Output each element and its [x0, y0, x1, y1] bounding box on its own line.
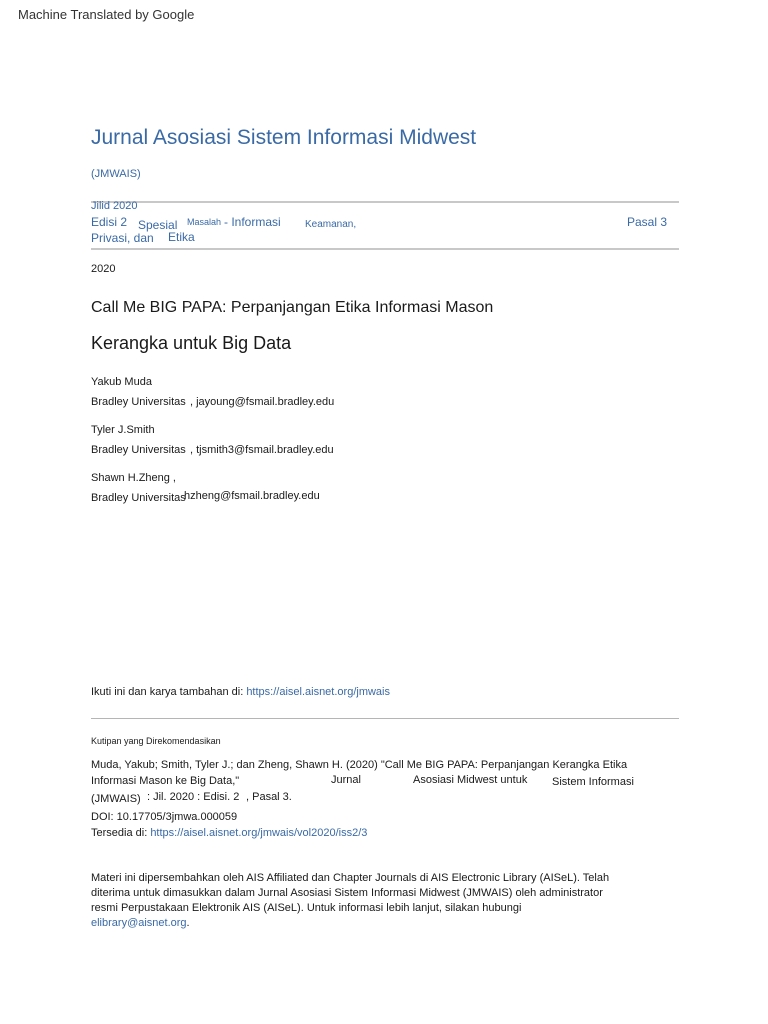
available-link[interactable]: https://aisel.aisnet.org/jmwais/vol2020/iss2/3 [150, 827, 368, 839]
notice-line1: Materi ini dipersembahkan oleh AIS Affiliated dan Chapter Journals di AIS Electronic Library (AISeL). Telah [91, 872, 610, 884]
journal-title[interactable]: Jurnal Asosiasi Sistem Informasi Midwest [91, 126, 477, 149]
citation-available [91, 827, 367, 839]
author-name: Yakub Muda [91, 376, 152, 388]
citation-doi: DOI: 10.17705/3jmwa.000059 [91, 811, 238, 823]
article-title-line1: Call Me BIG PAPA: Perpanjangan Etika Informasi Mason [91, 299, 494, 316]
issue-edition[interactable]: Edisi 2 [91, 215, 128, 229]
author-email: , jayoung@fsmail.bradley.edu [190, 396, 335, 408]
author-email: , tjsmith3@fsmail.bradley.edu [190, 444, 334, 456]
issue-volume[interactable]: Jilid 2020 [91, 200, 138, 212]
issue-article[interactable]: Pasal 3 [627, 215, 668, 229]
author-email: hzheng@fsmail.bradley.edu [184, 490, 320, 502]
citation-line3-volume: : Jil. 2020 : Edisi. 2 [147, 791, 240, 803]
notice-period: . [186, 917, 190, 929]
citation-line3-article: , Pasal 3. [246, 791, 292, 803]
journal-abbrev[interactable]: (JMWAIS) [91, 168, 141, 180]
machine-translated-banner: Machine Translated by Google [18, 7, 195, 22]
citation-line2-a: Informasi Mason ke Big Data," [91, 775, 240, 787]
follow-text: Ikuti ini dan karya tambahan di: [91, 686, 247, 698]
issue-informasi[interactable]: - Informasi [224, 215, 281, 229]
author-affiliation: Bradley Universitas [91, 396, 186, 408]
issue-masalah[interactable]: Masalah [187, 217, 222, 227]
issue-year: 2020 [91, 263, 116, 275]
article-title-line2: Kerangka untuk Big Data [91, 333, 292, 353]
issue-special[interactable]: Spesial [138, 218, 178, 232]
citation-line2-journal: Jurnal [331, 774, 361, 786]
citation-line3-abbrev: (JMWAIS) [91, 793, 141, 805]
notice-line2: diterima untuk dimasukkan dalam Jurnal Asosiasi Sistem Informasi Midwest (JMWAIS) oleh administrator [91, 887, 603, 899]
header-rule-top [91, 201, 679, 203]
author-affiliation: Bradley Universitas [91, 492, 186, 504]
citation-heading: Kutipan yang Direkomendasikan [91, 736, 221, 746]
citation-line1: Muda, Yakub; Smith, Tyler J.; dan Zheng, Shawn H. (2020) "Call Me BIG PAPA: Perpanjangan Kerangka Etika [91, 759, 628, 771]
citation-line2-association: Asosiasi Midwest untuk [413, 774, 528, 786]
author-affiliation: Bradley Universitas [91, 444, 186, 456]
follow-line [91, 686, 390, 698]
issue-keamanan[interactable]: Keamanan, [305, 219, 357, 230]
author-name: Tyler J.Smith [91, 424, 155, 436]
follow-link[interactable]: https://aisel.aisnet.org/jmwais [246, 686, 390, 698]
notice-email-link[interactable]: elibrary@aisnet.org [91, 917, 187, 929]
available-label: Tersedia di: [91, 827, 151, 839]
notice-line4 [91, 917, 190, 929]
issue-privasi[interactable]: Privasi, dan [91, 231, 154, 245]
issue-etika[interactable]: Etika [168, 230, 195, 244]
author-name: Shawn H.Zheng , [91, 472, 176, 484]
header-rule-bottom [91, 248, 679, 250]
notice-line3: resmi Perpustakaan Elektronik AIS (AISeL). Untuk informasi lebih lanjut, silakan hubungi [91, 902, 522, 914]
citation-line2-system: Sistem Informasi [552, 776, 634, 788]
citation-rule [91, 718, 679, 719]
